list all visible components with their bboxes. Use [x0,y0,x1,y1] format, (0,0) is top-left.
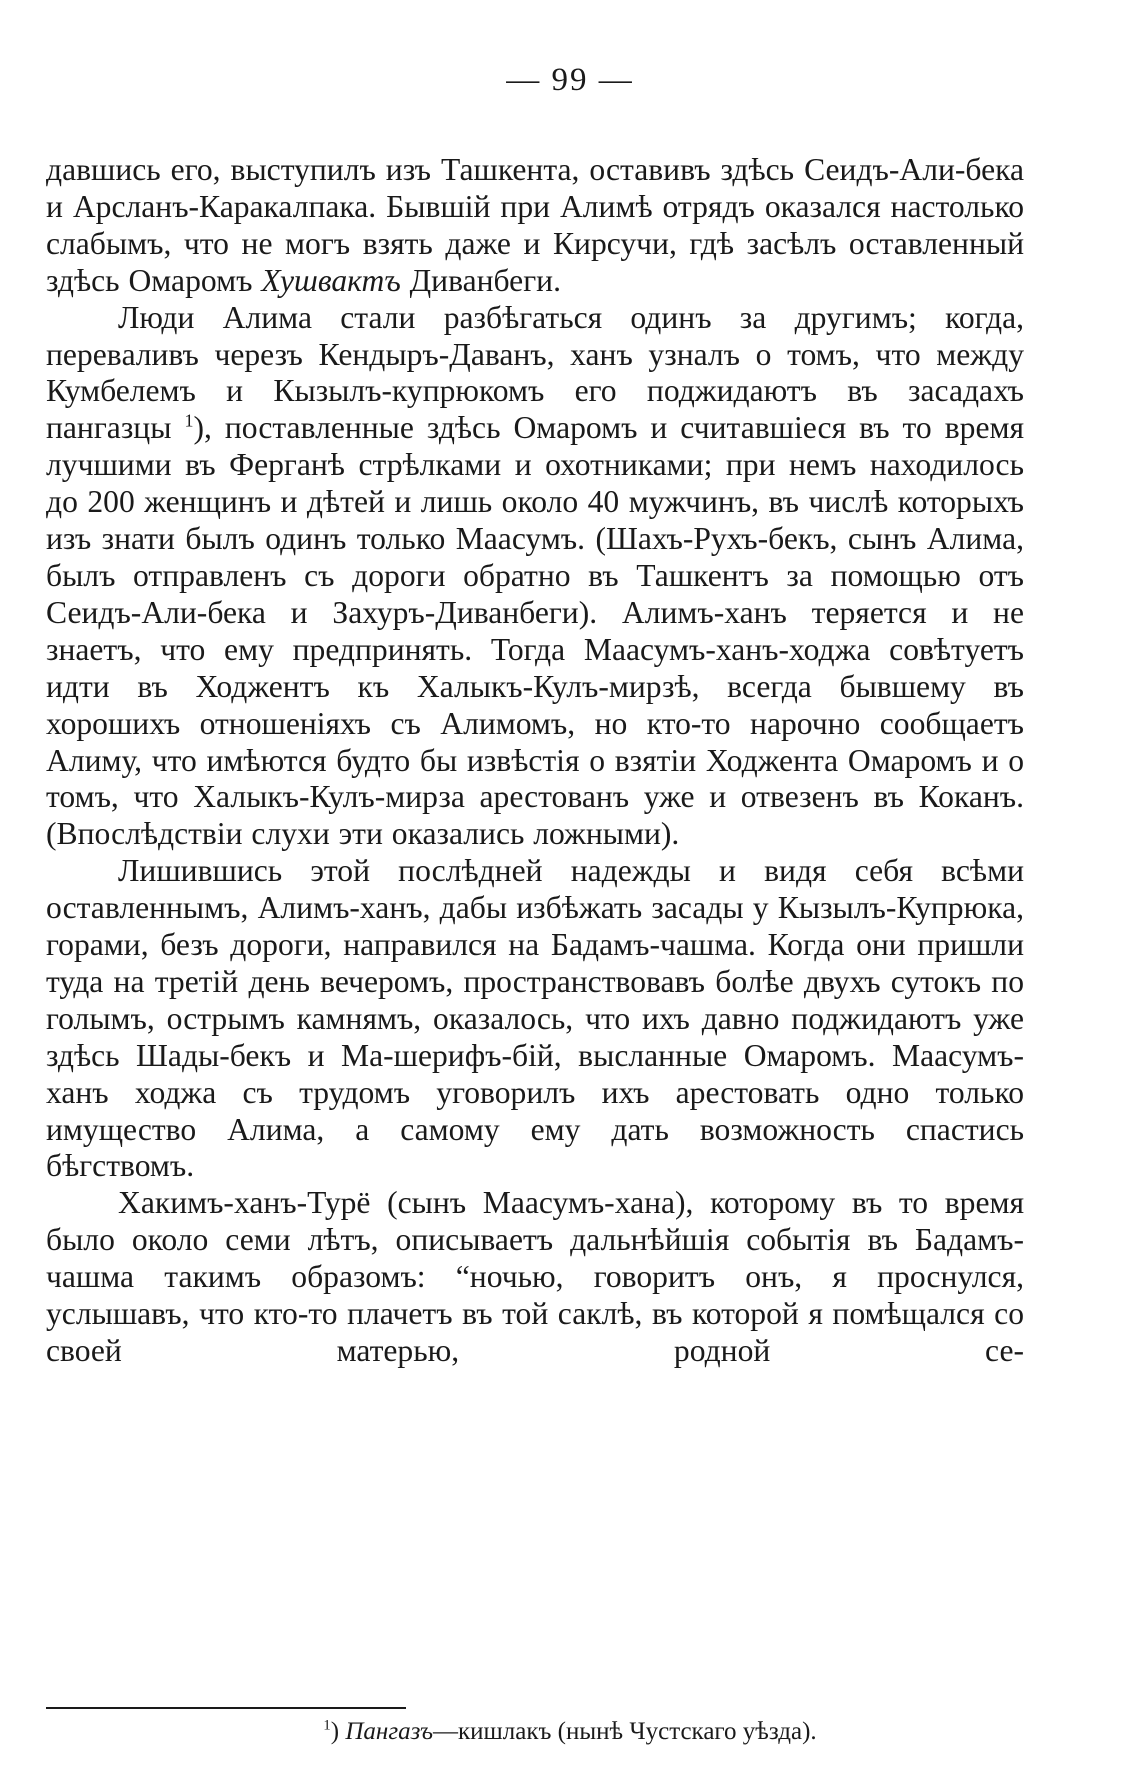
footnote-term: Пангазъ [345,1718,433,1745]
paragraph-1-text-after: Диванбеги. [400,262,561,298]
page-number: — 99 — [506,62,634,98]
paragraph-2 [46,300,1024,854]
paragraph-4: Хакимъ-ханъ-Турё (сынъ Маасумъ-хана), которому въ то время было около семи лѣтъ, описываетъ дальнѣйшія событія въ Бадамъ-чашма такимъ образомъ: “ночью, говоритъ онъ, я проснулся, услышавъ, что кто-то плачетъ въ той саклѣ, въ которой я помѣщался со своей матерью, родной се- [46,1185,1024,1368]
footnote-text: —кишлакъ (нынѣ Чустскаго уѣзда). [433,1718,817,1745]
paragraph-1 [46,152,1024,300]
paragraph-2-text-before: Люди Алима стали разбѣгаться одинъ за другимъ; когда, перевaливъ черезъ Кендыръ-Даванъ, ханъ узналъ о томъ, что между Кумбелемъ и Кызылъ-купрюкомъ его поджидаютъ въ засадахъ пангазцы [46,299,1024,446]
footnote-mark: 1 [323,1717,331,1734]
body-text [46,152,1024,1370]
paragraph-1-italic-name: Хушвактъ [261,262,401,298]
paragraph-2-text-after: ), поставленные здѣсь Омаромъ и считавшіеся въ то время лучшими въ Ферганѣ стрѣлками и охотниками; при немъ находилось до 200 женщинъ и дѣтей и лишь около 40 мужчинъ, въ числѣ которыхъ изъ знати былъ одинъ только Маасумъ. (Шахъ-Рухъ-бекъ, сынъ Алима, былъ отправленъ съ дороги обратно въ Ташкентъ за помощью отъ Сеидъ-Али-бека и Захуръ-Диванбеги). Алимъ-ханъ теряется и не знаетъ, что ему предпринять. Тогда Маасумъ-ханъ-ходжа совѣтуетъ идти въ Ходжентъ къ Халыкъ-Кулъ-мирзѣ, всегда бывшему въ хорошихъ отношеніяхъ съ Алимомъ, но кто-то нарочно сообщаетъ Алиму, что имѣются будто бы извѣстія о взятіи Ходжента Омаромъ и о томъ, что Халыкъ-Кулъ-мирза арестованъ уже и отвезенъ въ Коканъ. (Впослѣдствіи слухи эти оказались ложными). [46,410,1024,852]
footnote-divider [46,1707,406,1709]
paragraph-3: Лишившись этой послѣдней надежды и видя себя всѣми оставленнымъ, Алимъ-ханъ, дабы избѣжать засады у Кызылъ-Купрюка, горами, безъ дороги, направился на Бадамъ-чашма. Когда они пришли туда на третій день вечеромъ, пространствовавъ болѣе двухъ сутокъ по голымъ, острымъ камнямъ, оказалось, что ихъ давно поджидаютъ уже здѣсь Шады-бекъ и Ма-шерифъ-бій, высланные Омаромъ. Маасумъ-ханъ ходжа съ трудомъ уговорилъ ихъ арестовать одно только имущество Алима, а самому ему дать возможность спастись бѣгствомъ. [46,853,1024,1184]
paragraph-1-text: давшись его, выступилъ изъ Ташкента, оставивъ здѣсь Сеидъ-Али-бека и Арсланъ-Каракалпака. Бывшій при Алимѣ отрядъ оказался настолько слабымъ, что не могъ взять даже и Кирсучи, гдѣ засѣлъ оставленный здѣсь Омаромъ [46,152,1024,298]
footnote-reference-mark: 1 [184,410,194,431]
footnote: $^1$) Пангазъ—кишлакъ (нынѣ Чустскаго уѣзда). [323,1717,817,1745]
